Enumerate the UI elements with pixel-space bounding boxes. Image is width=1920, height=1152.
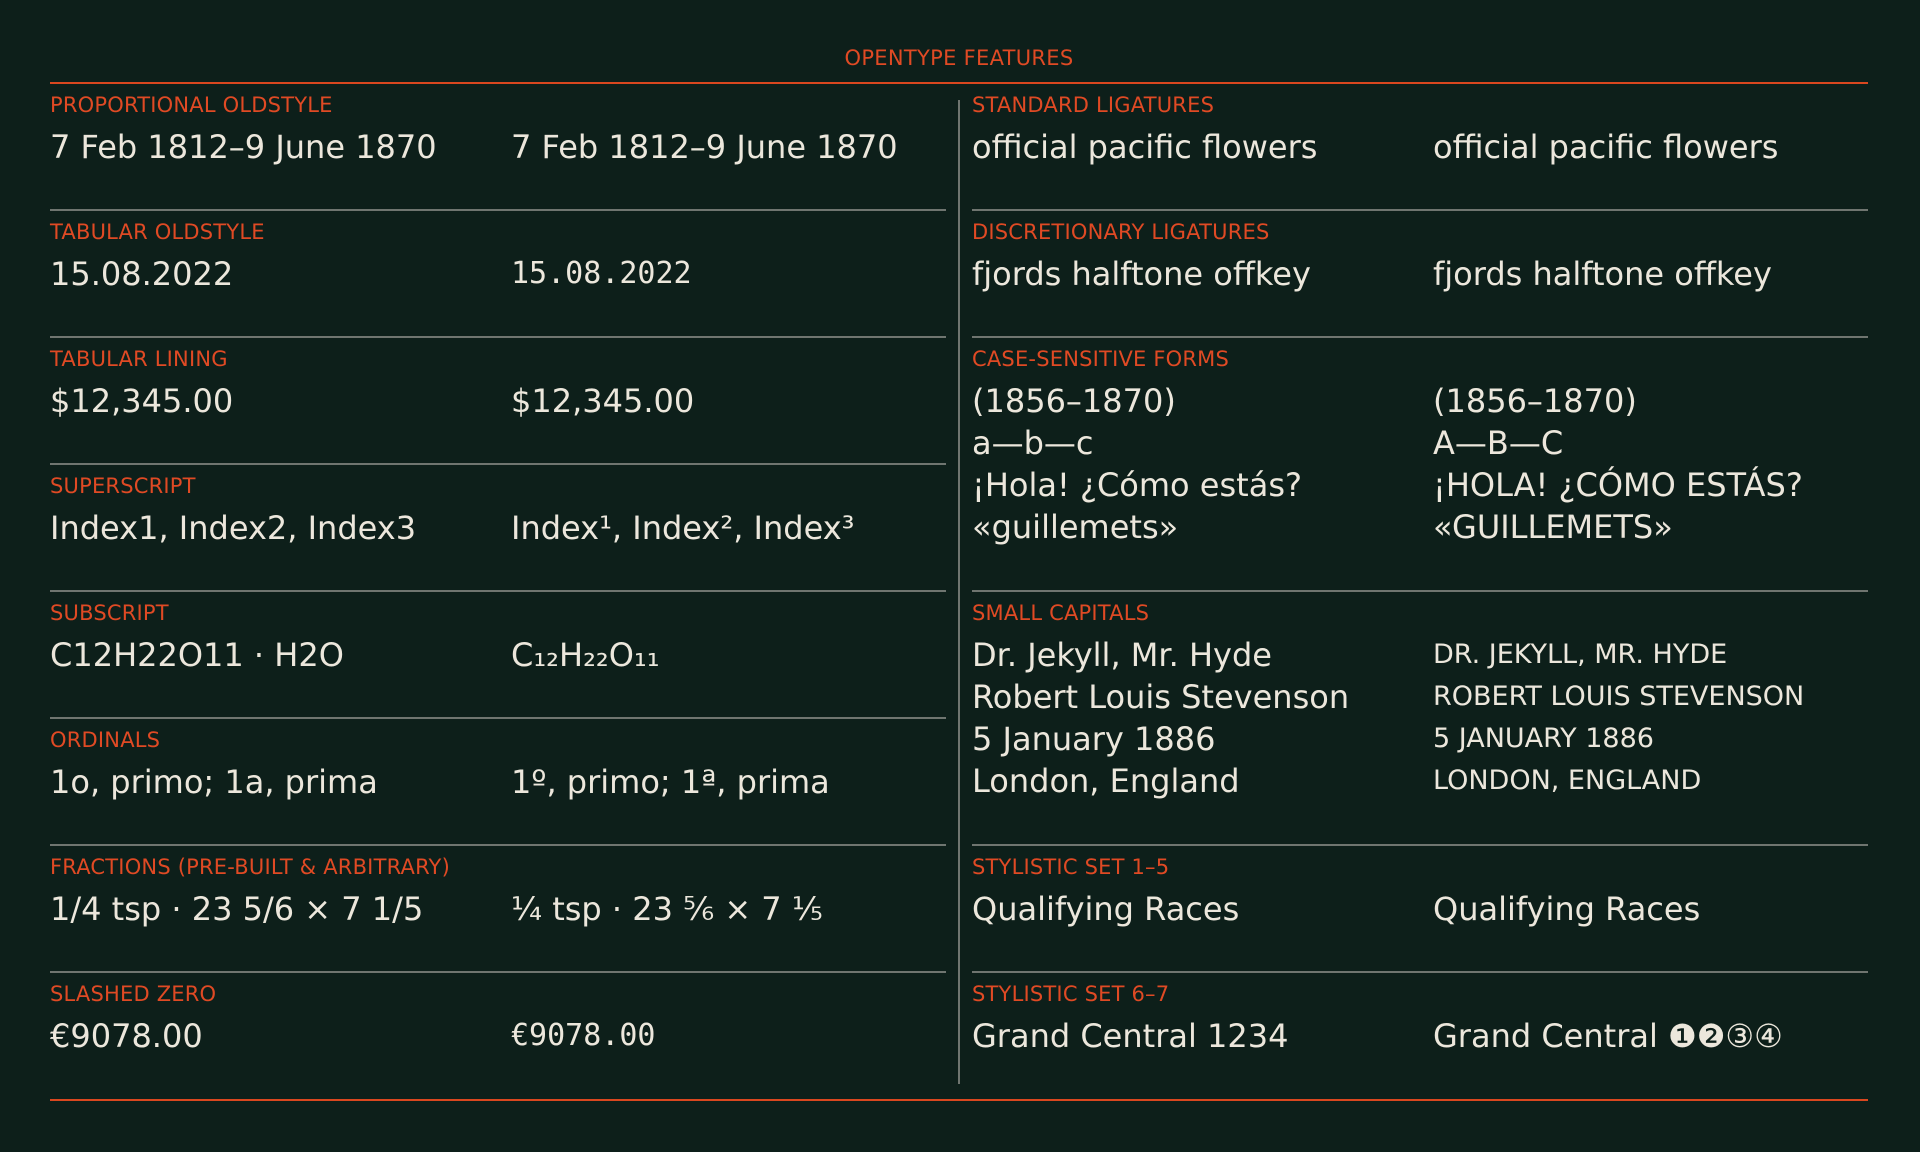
sample-feature: Index¹, Index², Index³ xyxy=(511,509,855,547)
sample-default: 1/4 tsp · 23 5/6 × 7 1/5 xyxy=(50,890,424,928)
sample-default: Index1, Index2, Index3 xyxy=(50,509,417,547)
feature-label: FRACTIONS (PRE-BUILT & ARBITRARY) xyxy=(50,855,450,879)
sample-line: ¡Hola! ¿Cómo estás? xyxy=(972,466,1302,504)
sample-default xyxy=(972,380,1302,548)
feature-row-proportional-oldstyle xyxy=(50,84,946,211)
feature-label: STYLISTIC SET 6–7 xyxy=(972,982,1170,1006)
feature-label: SUBSCRIPT xyxy=(50,601,169,625)
sample-default: 15.08.2022 xyxy=(50,255,234,293)
sample-line: (1856–1870) xyxy=(972,382,1176,420)
sample-default: $12,345.00 xyxy=(50,382,234,420)
sample-line: DR. JEKYLL, MR. HYDE xyxy=(1433,639,1728,670)
sample-feature: Qualifying Races xyxy=(1433,890,1701,928)
sample-line: «guillemets» xyxy=(972,508,1179,546)
sample-line: London, England xyxy=(972,762,1240,800)
sample-line: ¡HOLA! ¿CÓMO ESTÁS? xyxy=(1433,466,1803,504)
sample-feature: official pacific flowers xyxy=(1433,128,1779,166)
feature-row-standard-ligatures xyxy=(972,84,1868,211)
feature-row-superscript xyxy=(50,465,946,592)
page-title: OPENTYPE FEATURES xyxy=(844,46,1074,70)
feature-label: SLASHED ZERO xyxy=(50,982,217,1006)
sample-default: official pacific flowers xyxy=(972,128,1318,166)
sample-feature xyxy=(1433,380,1803,548)
feature-label: SMALL CAPITALS xyxy=(972,601,1150,625)
feature-row-fractions xyxy=(50,846,946,973)
sample-line: a—b—c xyxy=(972,424,1094,462)
sample-line: 5 January 1886 xyxy=(972,720,1216,758)
right-feature-column xyxy=(972,84,1868,1093)
bottom-rule xyxy=(50,1099,1868,1101)
feature-row-subscript xyxy=(50,592,946,719)
feature-row-slashed-zero xyxy=(50,973,946,1093)
feature-label: TABULAR LINING xyxy=(50,347,228,371)
feature-row-small-capitals xyxy=(972,592,1868,846)
feature-label: DISCRETIONARY LIGATURES xyxy=(972,220,1270,244)
feature-row-tabular-lining xyxy=(50,338,946,465)
feature-label: ORDINALS xyxy=(50,728,161,752)
sample-feature: 7 Feb 1812–9 June 1870 xyxy=(511,128,898,166)
feature-label: CASE-SENSITIVE FORMS xyxy=(972,347,1230,371)
opentype-features-specimen xyxy=(50,0,1868,1152)
column-divider xyxy=(958,100,960,1084)
sample-feature: C₁₂H₂₂O₁₁ xyxy=(511,636,660,674)
sample-feature: €9078.00 xyxy=(511,1018,656,1053)
sample-default: C12H22O11 · H2O xyxy=(50,636,344,674)
feature-row-tabular-oldstyle xyxy=(50,211,946,338)
sample-default: fjords halftone offkey xyxy=(972,255,1311,293)
sample-feature xyxy=(1433,634,1804,802)
sample-feature: fjords halftone offkey xyxy=(1433,255,1772,293)
feature-label: STANDARD LIGATURES xyxy=(972,93,1215,117)
left-feature-column xyxy=(50,84,946,1093)
sample-line: Dr. Jekyll, Mr. Hyde xyxy=(972,636,1272,674)
feature-row-stylistic-set-1-5 xyxy=(972,846,1868,973)
sample-line: Robert Louis Stevenson xyxy=(972,678,1350,716)
sample-line: LONDON, ENGLAND xyxy=(1433,765,1702,796)
feature-label: TABULAR OLDSTYLE xyxy=(50,220,265,244)
sample-feature: $12,345.00 xyxy=(511,382,695,420)
feature-label: PROPORTIONAL OLDSTYLE xyxy=(50,93,333,117)
feature-row-discretionary-ligatures xyxy=(972,211,1868,338)
sample-line: 5 JANUARY 1886 xyxy=(1433,723,1654,754)
feature-row-ordinals xyxy=(50,719,946,846)
sample-line: «GUILLEMETS» xyxy=(1433,508,1673,546)
sample-default: Grand Central 1234 xyxy=(972,1017,1289,1055)
sample-line: ROBERT LOUIS STEVENSON xyxy=(1433,681,1805,712)
feature-label: SUPERSCRIPT xyxy=(50,474,196,498)
feature-label: STYLISTIC SET 1–5 xyxy=(972,855,1170,879)
sample-feature: 15.08.2022 xyxy=(511,256,692,291)
sample-default: 1o, primo; 1a, prima xyxy=(50,763,378,801)
sample-line: (1856–1870) xyxy=(1433,382,1637,420)
sample-default: 7 Feb 1812–9 June 1870 xyxy=(50,128,437,166)
feature-row-case-sensitive-forms xyxy=(972,338,1868,592)
sample-feature: ¼ tsp · 23 ⅚ × 7 ⅕ xyxy=(511,890,823,928)
sample-default: Qualifying Races xyxy=(972,890,1240,928)
sample-line: A—B—C xyxy=(1433,424,1564,462)
sample-feature: 1º, primo; 1ª, prima xyxy=(511,763,830,801)
feature-row-stylistic-set-6-7 xyxy=(972,973,1868,1093)
sample-feature: Grand Central ❶❷③④ xyxy=(1433,1017,1783,1055)
sample-default: €9078.00 xyxy=(50,1017,203,1055)
sample-default xyxy=(972,634,1349,802)
